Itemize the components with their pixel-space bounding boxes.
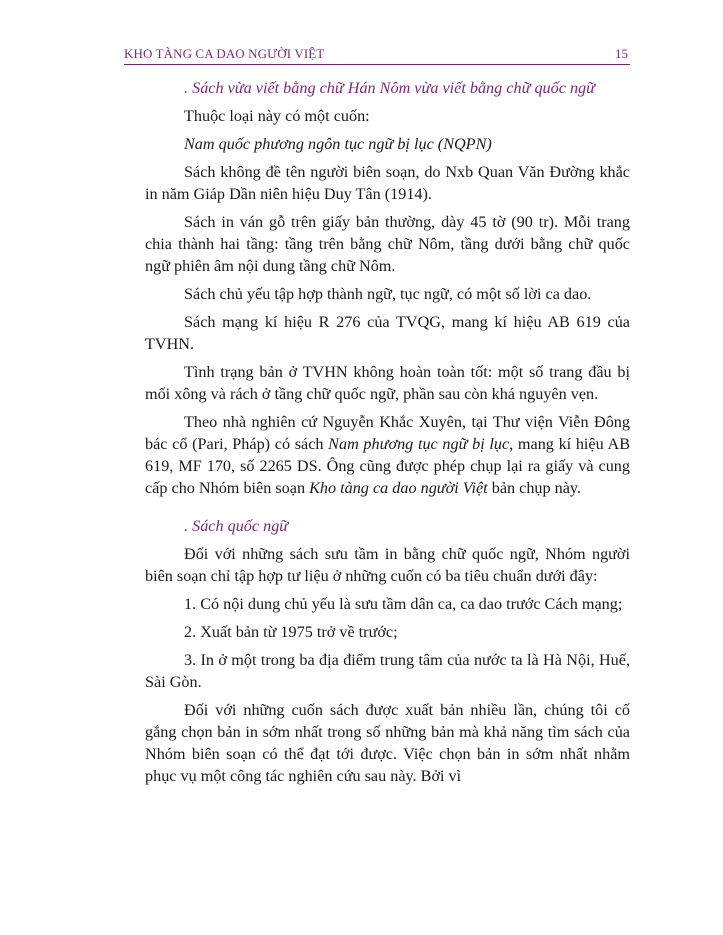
section-heading-han-nom-quoc-ngu: . Sách vừa viết bằng chữ Hán Nôm vừa viết bằng chữ quốc ngữ: [184, 79, 595, 97]
paragraph: Thuộc loại này có một cuốn:: [184, 107, 370, 125]
list-item: 1. Có nội dung chủ yếu là sưu tầm dân ca, ca dao trước Cách mạng;: [184, 595, 623, 613]
book-title-nqpn: Nam quốc phương ngôn tục ngữ bị lục (NQPN): [184, 135, 492, 153]
paragraph: Sách mạng kí hiệu R 276 của TVQG, mang kí hiệu AB 619 của TVHN.: [145, 313, 630, 353]
page-body: [145, 77, 630, 793]
page-number: 15: [615, 46, 628, 61]
list-item: 2. Xuất bản từ 1975 trở về trước;: [184, 623, 398, 641]
paragraph: Đối với những sách sưu tầm in bằng chữ quốc ngữ, Nhóm người biên soạn chỉ tập hợp tư liệu ở những cuốn có ba tiêu chuẩn dưới đây:: [145, 545, 630, 585]
paragraph: Sách in ván gỗ trên giấy bản thường, dày 45 tờ (90 tr). Mỗi trang chia thành hai tầng: tầng trên bằng chữ Nôm, tầng dưới bằng chữ quốc ngữ phiên âm nội dung tầng chữ Nôm.: [145, 213, 630, 275]
section-heading-quoc-ngu: . Sách quốc ngữ: [184, 517, 289, 535]
book-title: KHO TÀNG CA DAO NGƯỜI VIỆT: [124, 46, 325, 61]
paragraph: Tình trạng bản ở TVHN không hoàn toàn tốt: một số trang đầu bị mối xông và rách ở tầng chữ quốc ngữ, phần sau còn khá nguyên vẹn.: [145, 363, 630, 403]
text-run: Theo nhà nghiên cứ Nguyễn Khắc Xuyên, tại Thư viện Viễn Đông bác cổ (Pari, Pháp) có sách: [145, 413, 630, 453]
paragraph: Sách không đề tên người biên soạn, do Nxb Quan Văn Đường khắc in năm Giáp Dần niên hiệu Duy Tân (1914).: [145, 163, 630, 203]
italic-book-title: Kho tàng ca dao người Việt: [309, 479, 488, 497]
running-header: [124, 44, 630, 65]
paragraph: [145, 411, 630, 499]
text-run: bản chụp này.: [487, 479, 582, 497]
paragraph: Sách chủ yếu tập hợp thành ngữ, tục ngữ, có một số lời ca dao.: [184, 285, 592, 303]
italic-book-title: Nam phương tục ngữ bị lục: [328, 435, 510, 453]
list-item: 3. In ở một trong ba địa điểm trung tâm của nước ta là Hà Nội, Huế, Sài Gòn.: [145, 651, 630, 691]
text-run: , mang kí hiệu AB 619, MF 170, số 2265 DS. Ông cũng được phép chụp lại ra giấy và cung cấp cho Nhóm biên soạn: [145, 435, 630, 497]
paragraph: Đối với những cuốn sách được xuất bản nhiều lần, chúng tôi cố gắng chọn bản in sớm nhất trong số những bản mà khả năng tìm sách của Nhóm biên soạn có thể đạt tới được. Việc chọn bản in sớm nhất nhằm phục vụ một công tác nghiên cứu sau này. Bởi vì: [145, 701, 630, 785]
